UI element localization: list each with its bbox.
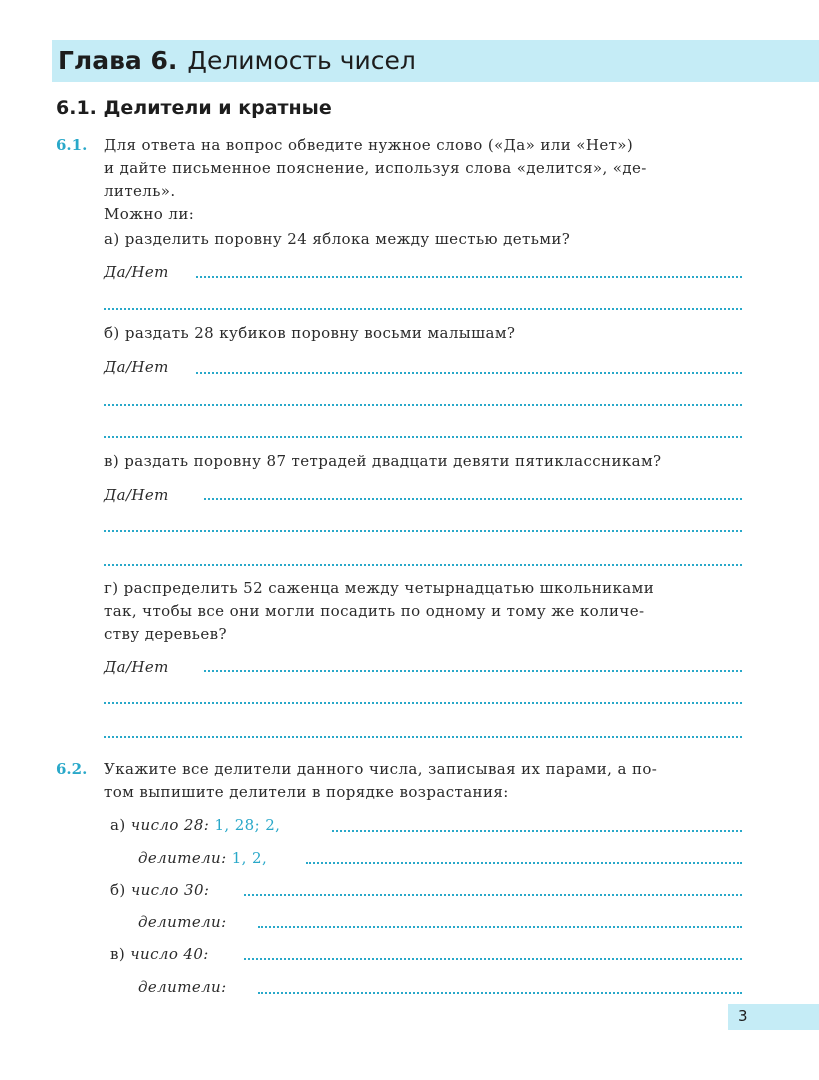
answer-line[interactable] [244, 958, 742, 960]
question-b: б) раздать 28 кубиков поровну восьми малышам? [104, 324, 516, 342]
item-letter: в) [110, 945, 126, 963]
divisors-row [138, 847, 267, 869]
item-letter: а) [110, 816, 126, 834]
answer-line[interactable] [196, 276, 742, 278]
section-title: 6.1. Делители и кратные [56, 97, 332, 119]
answer-line[interactable] [204, 498, 742, 500]
answer-line[interactable] [104, 530, 742, 532]
question-d: так, чтобы все они могли посадить по одному и тому же количе- [104, 602, 645, 620]
chapter-name: Делимость чисел [187, 46, 416, 75]
divisors-values: 1, 2, [231, 849, 268, 867]
number-label: число 40: [130, 945, 209, 963]
answer-line[interactable] [104, 436, 742, 438]
exercise-number: 6.2. [56, 760, 88, 778]
chapter-title [58, 42, 416, 80]
answer-line[interactable] [104, 736, 742, 738]
exercise-text: Для ответа на вопрос обведите нужное слово («Да» или «Нет») [104, 136, 634, 154]
answer-line[interactable] [258, 992, 742, 994]
divisors-label: делители: [138, 978, 227, 996]
item-b [110, 879, 209, 901]
item-a [110, 814, 280, 836]
answer-line[interactable] [332, 830, 742, 832]
answer-line[interactable] [244, 894, 742, 896]
answer-label: Да/Нет [104, 263, 169, 281]
divisors-label: делители: [138, 849, 227, 867]
answer-line[interactable] [258, 926, 742, 928]
answer-line[interactable] [306, 862, 742, 864]
answer-line[interactable] [104, 564, 742, 566]
answer-line[interactable] [104, 702, 742, 704]
exercise-number: 6.1. [56, 136, 88, 154]
page-number: 3 [738, 1007, 748, 1025]
question-d: ству деревьев? [104, 625, 227, 643]
exercise-text: литель». [104, 182, 176, 200]
answer-label: Да/Нет [104, 658, 169, 676]
item-letter: б) [110, 881, 126, 899]
answer-line[interactable] [204, 670, 742, 672]
answer-line[interactable] [196, 372, 742, 374]
exercise-text: Можно ли: [104, 205, 195, 223]
exercise-text: и дайте письменное пояснение, используя слова «делится», «де- [104, 159, 647, 177]
question-d: г) распределить 52 саженца между четырнадцатью школьниками [104, 579, 655, 597]
number-label: число 28: [130, 816, 210, 834]
item-c [110, 943, 209, 965]
divisors-label: делители: [138, 913, 227, 931]
number-label: число 30: [130, 881, 210, 899]
question-a: а) разделить поровну 24 яблока между шестью детьми? [104, 230, 571, 248]
answer-label: Да/Нет [104, 358, 169, 376]
divisor-pairs: 1, 28; 2, [214, 816, 281, 834]
answer-label: Да/Нет [104, 486, 169, 504]
question-c: в) раздать поровну 87 тетрадей двадцати девяти пятиклассникам? [104, 452, 662, 470]
exercise-text: том выпишите делители в порядке возрастания: [104, 783, 509, 801]
answer-line[interactable] [104, 308, 742, 310]
exercise-text: Укажите все делители данного числа, записывая их парами, а по- [104, 760, 658, 778]
answer-line[interactable] [104, 404, 742, 406]
chapter-label: Глава 6. [58, 46, 178, 75]
